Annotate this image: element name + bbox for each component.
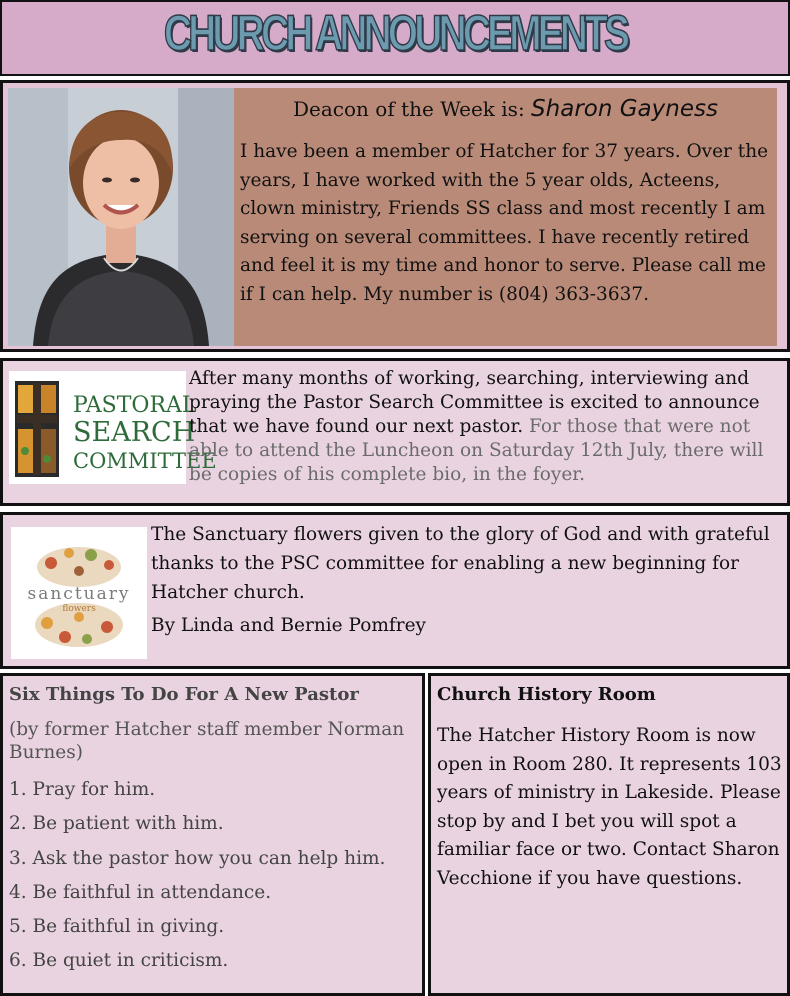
history-heading: Church History Room	[437, 684, 656, 705]
list-item: 2. Be patient with him.	[9, 813, 224, 835]
pastoral-text-muted: For those that were not able to attend the Luncheon on Saturday 12th July, there will be copies of his complete bio, in the foyer.	[189, 416, 764, 485]
pastoral-search-logo	[9, 371, 217, 484]
deacon-heading	[234, 96, 777, 122]
new-pastor-tips-panel	[0, 673, 425, 996]
deacon-bio: I have been a member of Hatcher for 37 years. Over the years, I have worked with the 5 year olds, Acteens, clown ministry, Friends SS class and most recently I am serving on several committees. I have recently retired and feel it is my time and honor to serve. Please call me if I can help. My number is (804) 363-3637.	[240, 141, 769, 305]
tips-heading: Six Things To Do For A New Pastor	[9, 684, 359, 705]
list-item: 6. Be quiet in criticism.	[9, 950, 229, 972]
portrait-image	[8, 88, 234, 346]
tips-attribution: (by former Hatcher staff member Norman Burnes)	[9, 719, 405, 763]
list-item: 5. Be faithful in giving.	[9, 916, 225, 938]
page-title: CHURCH ANNOUNCEMENTS	[163, 5, 627, 61]
flowers-dedication: The Sanctuary flowers given to the glory of God and with grateful thanks to the PSC committee for enabling a new beginning for Hatcher church.	[151, 524, 770, 603]
pastoral-text-main: After many months of working, searching, interviewing and praying the Pastor Search Committee is excited to announce that we have found our next pastor.	[189, 368, 760, 437]
sanctuary-flowers-logo	[11, 527, 147, 659]
logo-line-2: SEARCH	[73, 417, 196, 448]
deacon-heading-label: Deacon of the Week is:	[293, 97, 532, 121]
deacon-name: Sharon Gayness	[531, 96, 718, 122]
flowers-byline: By Linda and Bernie Pomfrey	[151, 615, 426, 636]
deacon-text-box	[234, 88, 777, 346]
sanctuary-flowers-panel	[0, 512, 790, 669]
history-body: The Hatcher History Room is now open in Room 280. It represents 103 years of ministry in Lakeside. Please stop by and I bet you will spot a familiar face or two. Contact Sharon Vecchione if you have questions.	[437, 725, 782, 889]
pastoral-announcement	[189, 367, 787, 487]
logo-line-3: COMMITTEE	[73, 449, 217, 473]
deacon-photo	[8, 88, 234, 346]
logo-title: sanctuary	[27, 584, 131, 604]
tips-list	[9, 776, 385, 982]
header-banner	[0, 0, 790, 76]
history-room-panel	[428, 673, 790, 996]
list-item: 3. Ask the pastor how you can help him.	[9, 847, 386, 869]
pastoral-search-panel	[0, 358, 790, 506]
list-item: 4. Be faithful in attendance.	[9, 881, 272, 903]
list-item: 1. Pray for him.	[9, 779, 156, 800]
deacon-panel	[0, 80, 790, 352]
logo-line-1: PASTORAL	[73, 393, 197, 418]
logo-subtitle: flowers	[62, 604, 96, 614]
